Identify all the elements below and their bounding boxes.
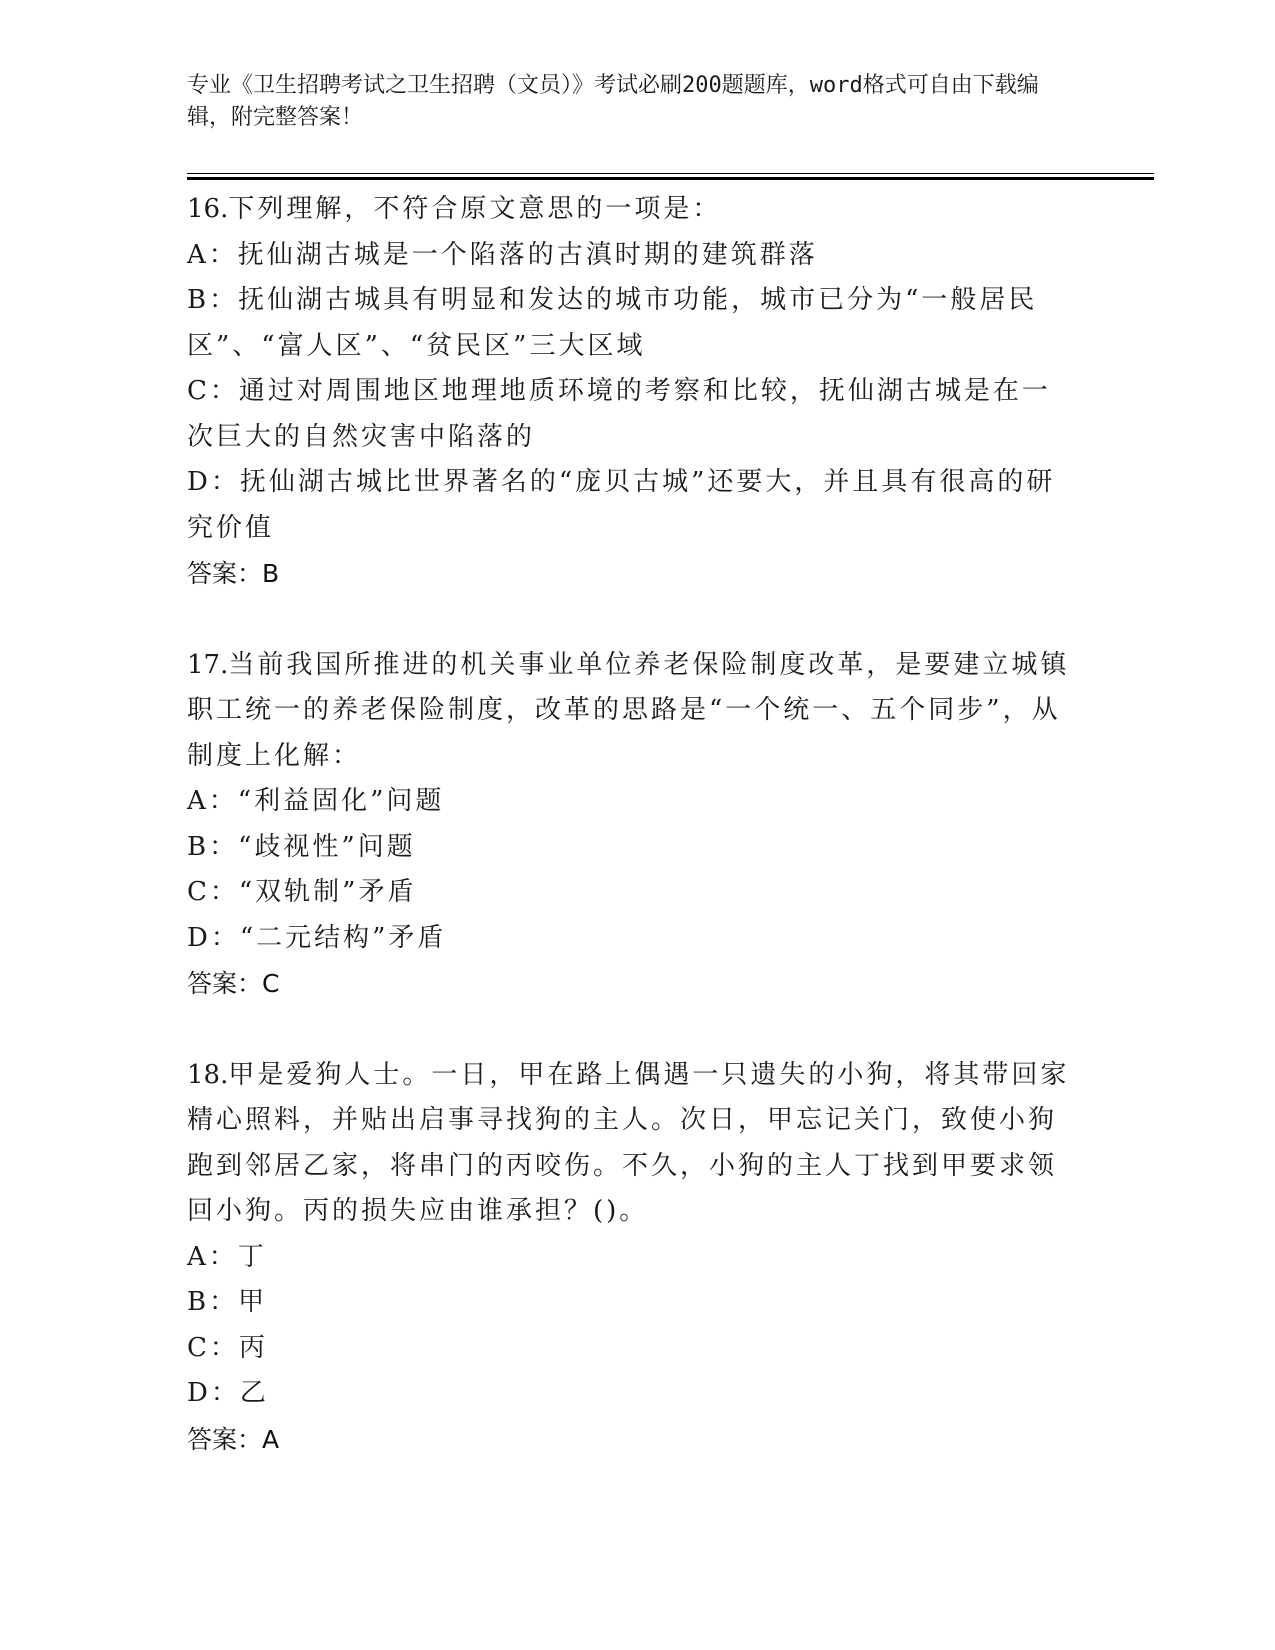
answer-line: 答案：A [187,1424,280,1454]
question-stem [187,187,1077,233]
question-number: 18. [187,1059,229,1090]
question-text: 当前我国所推进的机关事业单位养老保险制度改革，是要建立城镇职工统一的养老保险制度，改革的思路是“一个统一、五个同步”，从制度上化解： [187,649,1070,771]
option-a: A：丁 [187,1241,267,1272]
option-c: C：“双轨制”矛盾 [187,877,417,907]
question-text: 甲是爱狗人士。一日，甲在路上偶遇一只遗失的小狗，将其带回家精心照料，并贴出启事寻找狗的主人。次日，甲忘记关门，致使小狗跑到邻居乙家，将串门的丙咬伤。不久，小狗的主人丁找到甲要求领回小狗。丙的损失应由谁承担？()。 [187,1059,1070,1226]
answer-line: 答案：C [187,969,280,998]
option-a: A：抚仙湖古城是一个陷落的古滇时期的建筑群落 [187,239,818,270]
option-d: D：抚仙湖古城比世界著名的“庞贝古城”还要大，并且具有很高的研究价值 [187,467,1056,543]
option-a: A：“利益固化”问题 [187,786,445,816]
option-b: B：“歧视性”问题 [187,831,416,862]
question-stem [187,643,1077,780]
question-text: 下列理解，不符合原文意思的一项是： [228,194,722,224]
option-c: C：丙 [187,1332,268,1363]
question-number: 16. [187,194,229,224]
question-16 [187,187,1077,597]
question-stem [187,1053,1077,1235]
answer-line: 答案：B [187,559,280,588]
option-b: B：甲 [187,1287,268,1317]
option-d: D：“二元结构”矛盾 [187,922,447,953]
question-17 [187,643,1077,1007]
option-d: D：乙 [187,1378,269,1408]
document-intro: 专业《卫生招聘考试之卫生招聘（文员）》考试必刷200题题库，word格式可自由下载编辑，附完整答案！ [187,73,1039,130]
question-18 [187,1053,1077,1463]
option-c: C：通过对周围地区地理地质环境的考察和比较，抚仙湖古城是在一次巨大的自然灾害中陷落的 [187,376,1051,452]
header-divider-thick [187,177,1154,180]
question-number: 17. [187,649,229,680]
option-b: B：抚仙湖古城具有明显和发达的城市功能，城市已分为“一般居民区”、“富人区”、“贫民区”三大区域 [187,285,1038,361]
question-list [187,187,1077,1508]
header-divider-thin [187,173,1154,174]
